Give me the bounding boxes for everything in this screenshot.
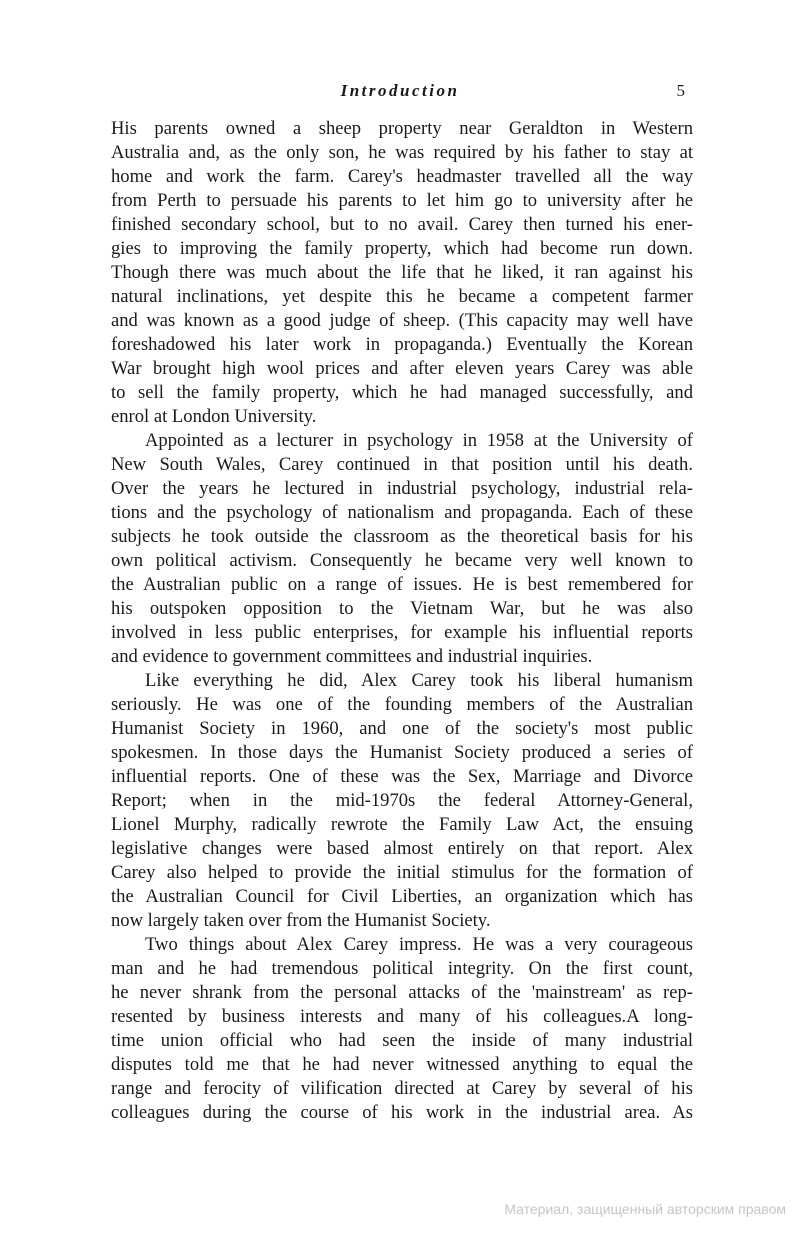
text-line: influential reports. One of these was the Sex, Marriage and Divorce [111,766,693,787]
text-line: His parents owned a sheep property near Geraldton in Western [111,118,693,139]
text-line: legislative changes were based almost entirely on that report. Alex [111,838,693,859]
page-header [110,81,690,107]
text-line: Over the years he lectured in industrial psychology, industrial rela- [111,478,693,499]
text-line: natural inclinations, yet despite this he became a competent farmer [111,286,693,307]
text-line: Two things about Alex Carey impress. He was a very courageous [145,934,693,955]
text-line: and evidence to government committees and industrial inquiries. [111,646,593,667]
paragraph [111,117,693,429]
text-line: subjects he took outside the classroom as the theoretical basis for his [111,526,693,547]
text-line: gies to improving the family property, which had become run down. [111,238,693,259]
text-line: Though there was much about the life that he liked, it ran against his [111,262,693,283]
text-line: disputes told me that he had never witnessed anything to equal the [111,1054,693,1075]
text-line: to sell the family property, which he had managed successfully, and [111,382,693,403]
page-number: 5 [676,81,685,100]
text-line: colleagues during the course of his work in the industrial area. As [111,1102,693,1123]
text-line: spokesmen. In those days the Humanist Society produced a series of [111,742,693,763]
text-line: man and he had tremendous political integrity. On the first count, [111,958,693,979]
text-line: he never shrank from the personal attacks of the 'mainstream' as rep- [111,982,693,1003]
text-line: Australia and, as the only son, he was required by his father to stay at [111,142,693,163]
text-line: time union official who had seen the inside of many industrial [111,1030,693,1051]
text-line: foreshadowed his later work in propaganda.) Eventually the Korean [111,334,693,355]
text-line: his outspoken opposition to the Vietnam War, but he was also [111,598,693,619]
copyright-watermark: Материал, защищенный авторским правом [504,1201,786,1217]
text-line: now largely taken over from the Humanist Society. [111,910,491,931]
text-line: War brought high wool prices and after eleven years Carey was able [111,358,693,379]
paragraph [111,669,693,933]
text-line: range and ferocity of vilification directed at Carey by several of his [111,1078,693,1099]
text-line: New South Wales, Carey continued in that position until his death. [111,454,693,475]
text-line: Humanist Society in 1960, and one of the society's most public [111,718,693,739]
text-line: Lionel Murphy, radically rewrote the Family Law Act, the ensuing [111,814,693,835]
body-text [111,117,693,1125]
text-line: from Perth to persuade his parents to let him go to university after he [111,190,693,211]
text-line: Like everything he did, Alex Carey took his liberal humanism [145,670,693,691]
text-line: the Australian Council for Civil Liberties, an organization which has [111,886,693,907]
text-line: finished secondary school, but to no avail. Carey then turned his ener- [111,214,693,235]
running-head: Introduction [340,81,460,100]
text-line: seriously. He was one of the founding members of the Australian [111,694,693,715]
text-line: Report; when in the mid-1970s the federal Attorney-General, [111,790,693,811]
text-line: Appointed as a lecturer in psychology in 1958 at the University of [145,430,693,451]
text-line: own political activism. Consequently he became very well known to [111,550,693,571]
text-line: tions and the psychology of nationalism and propaganda. Each of these [111,502,693,523]
text-line: Carey also helped to provide the initial stimulus for the formation of [111,862,693,883]
text-line: involved in less public enterprises, for example his influential reports [111,622,693,643]
text-line: and was known as a good judge of sheep. (This capacity may well have [111,310,693,331]
text-line: home and work the farm. Carey's headmaster travelled all the way [111,166,693,187]
paragraph [111,429,693,669]
text-line: enrol at London University. [111,406,317,427]
paragraph [111,933,693,1125]
text-line: resented by business interests and many of his colleagues.A long- [111,1006,693,1027]
text-line: the Australian public on a range of issues. He is best remembered for [111,574,693,595]
